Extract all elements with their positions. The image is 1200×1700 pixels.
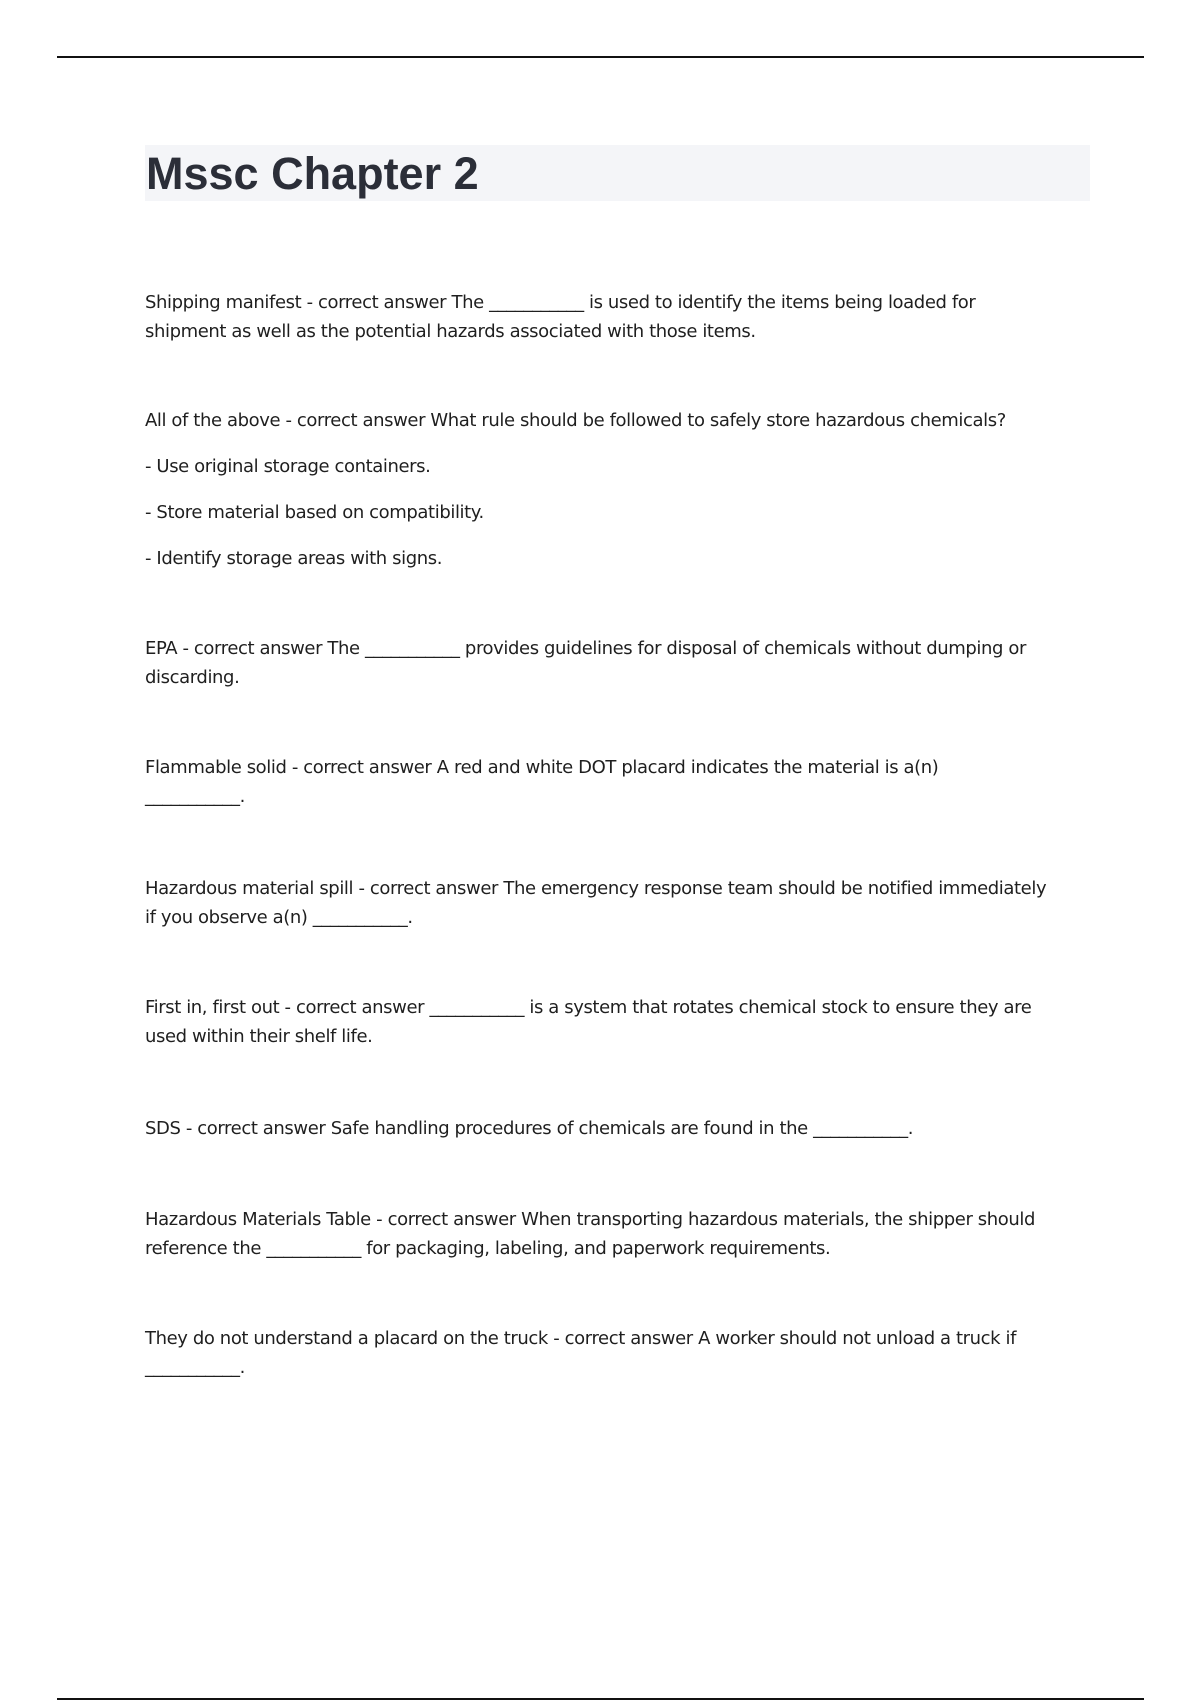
- qa-line: Flammable solid - correct answer A red and white DOT placard indicates the material is a(n): [145, 757, 939, 778]
- qa-line: EPA - correct answer The ___________ provides guidelines for disposal of chemicals without dumping or: [145, 638, 1026, 659]
- qa-line: used within their shelf life.: [145, 1026, 373, 1047]
- qa-item: [145, 874, 1046, 932]
- top-divider: [57, 56, 1144, 58]
- qa-line: They do not understand a placard on the truck - correct answer A worker should not unload a truck if: [145, 1328, 1017, 1349]
- qa-line: SDS - correct answer Safe handling procedures of chemicals are found in the ___________.: [145, 1118, 914, 1139]
- qa-sub-item: - Store material based on compatibility.: [145, 502, 484, 523]
- qa-line: First in, first out - correct answer ___________ is a system that rotates chemical stock to ensure they are: [145, 997, 1032, 1018]
- page-title: Mssc Chapter 2: [146, 148, 479, 199]
- qa-item: [145, 288, 975, 346]
- qa-item: [145, 753, 938, 811]
- qa-line: if you observe a(n) ___________.: [145, 907, 413, 928]
- qa-line: ___________.: [145, 786, 245, 807]
- qa-line: All of the above - correct answer What rule should be followed to safely store hazardous chemicals?: [145, 410, 1006, 431]
- qa-line: reference the ___________ for packaging, labeling, and paperwork requirements.: [145, 1238, 831, 1259]
- qa-item: [145, 634, 1026, 692]
- qa-item: [145, 406, 1006, 573]
- qa-line: shipment as well as the potential hazards associated with those items.: [145, 321, 756, 342]
- qa-item: [145, 993, 1031, 1051]
- qa-line: ___________.: [145, 1357, 245, 1378]
- qa-sub-item: - Use original storage containers.: [145, 456, 431, 477]
- qa-line: Hazardous Materials Table - correct answer When transporting hazardous materials, the shipper should: [145, 1209, 1036, 1230]
- qa-item: [145, 1324, 1016, 1382]
- qa-item: [145, 1205, 1035, 1263]
- qa-item: [145, 1114, 913, 1143]
- qa-line: Shipping manifest - correct answer The ___________ is used to identify the items being loaded for: [145, 292, 976, 313]
- qa-line: discarding.: [145, 667, 240, 688]
- qa-sub-item: - Identify storage areas with signs.: [145, 548, 443, 569]
- qa-line: Hazardous material spill - correct answer The emergency response team should be notified immediately: [145, 878, 1047, 899]
